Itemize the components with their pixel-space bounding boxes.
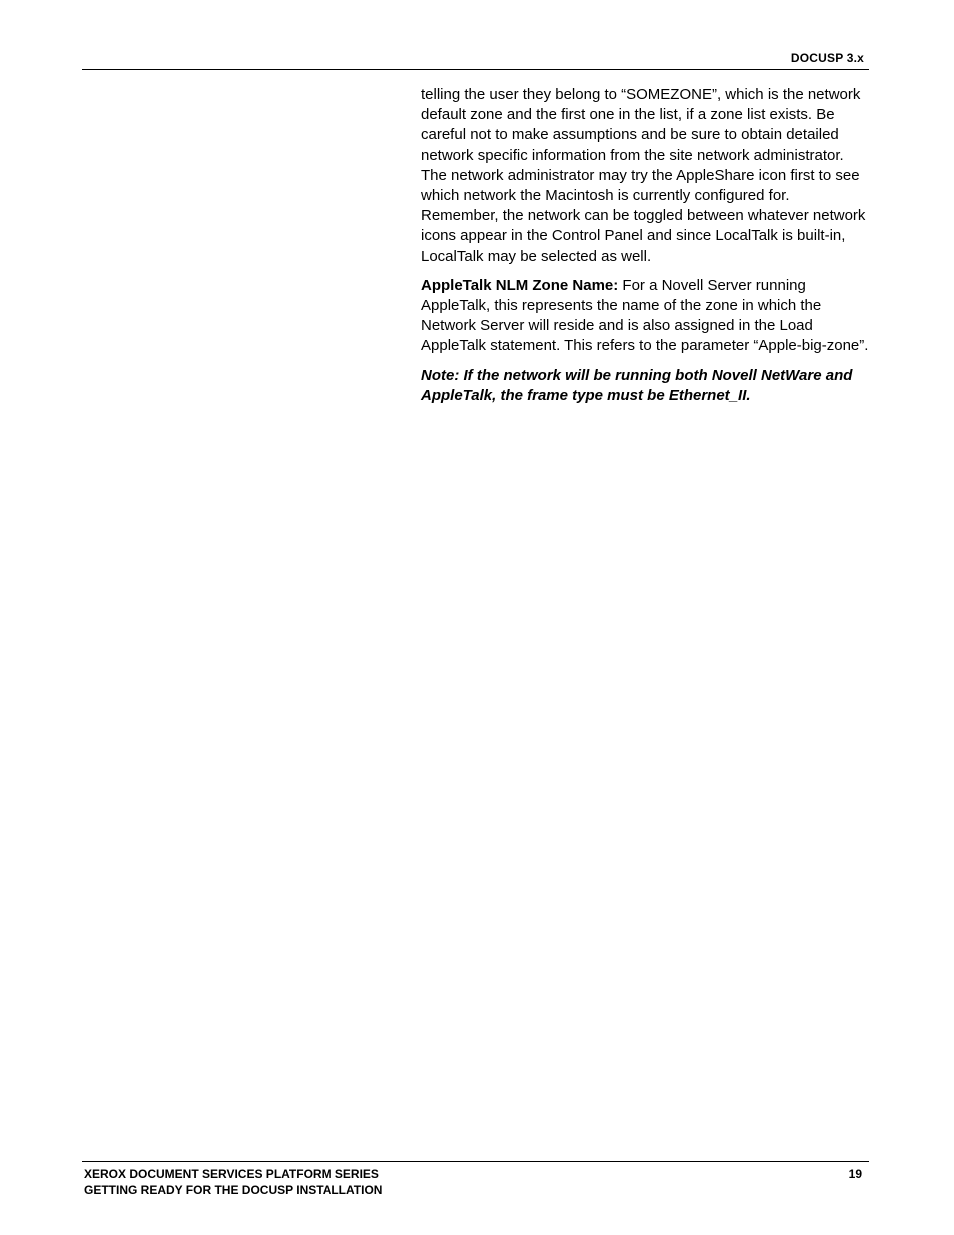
footer-line-chapter: GETTING READY FOR THE DOCUSP INSTALLATION xyxy=(84,1183,383,1197)
term-nlm-zone-name: AppleTalk NLM Zone Name: xyxy=(421,276,619,294)
footer-line-series: XEROX DOCUMENT SERVICES PLATFORM SERIES xyxy=(84,1167,379,1181)
definition-nlm-zone-name: For a Novell Server running AppleTalk, this represents the name of the zone in which the Network Server will reside and is also assigned in the Load AppleTalk statement. This refers to the parameter “Apple-big-zone”. xyxy=(421,276,869,355)
footer-title xyxy=(84,1166,382,1198)
paragraph-nlm-zone-name xyxy=(421,276,871,357)
paragraph-zone-description: telling the user they belong to “SOMEZONE”, which is the network default zone and the first one in the list, if a zone list exists. Be careful not to make assumptions and be sure to obtain detailed network specific information from the site network administrator. The network administrator may try the AppleShare icon first to see which network the Macintosh is currently configured for. Remember, the network can be toggled between whatever network icons appear in the Control Panel and since LocalTalk is built-in, LocalTalk may be selected as well. xyxy=(421,86,866,265)
footer-rule xyxy=(82,1161,869,1162)
body-text-column xyxy=(421,85,871,415)
header-rule xyxy=(82,69,869,70)
note-frame-type: Note: If the network will be running both Novell NetWare and AppleTalk, the frame type must be Ethernet_II. xyxy=(421,366,853,404)
running-header: DOCUSP 3.x xyxy=(790,51,864,65)
page-number: 19 xyxy=(848,1167,862,1181)
